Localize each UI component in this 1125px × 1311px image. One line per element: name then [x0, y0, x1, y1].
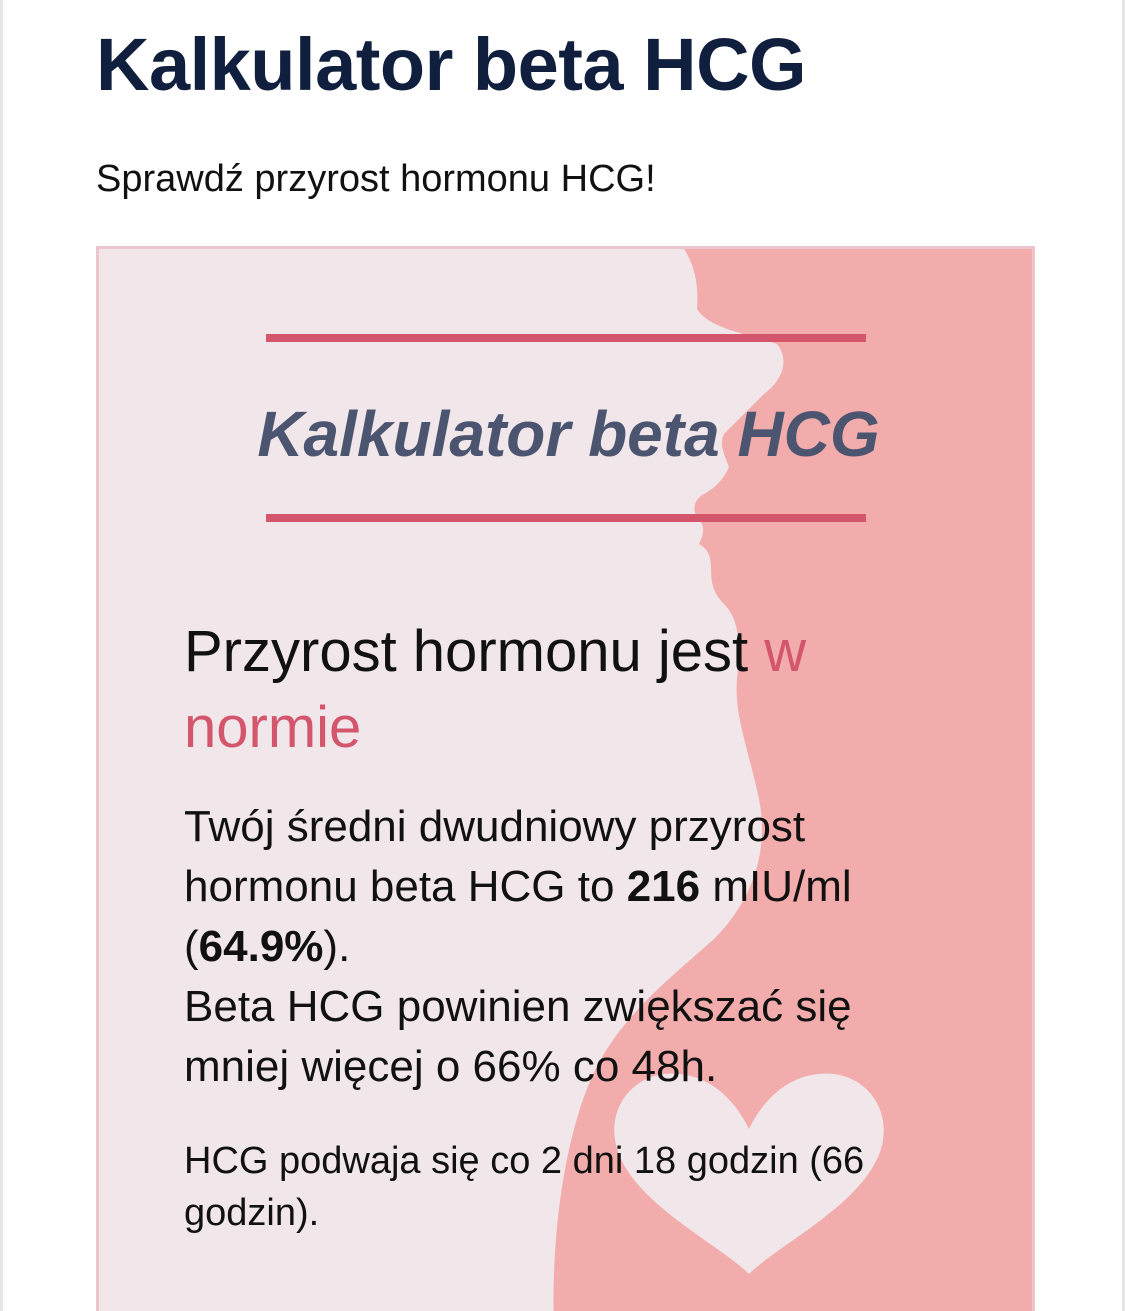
card-title: Kalkulator beta HCG [257, 398, 880, 470]
increase-value: 216 [626, 862, 701, 911]
title-divider-bottom [266, 514, 866, 522]
page-title: Kalkulator beta HCG [96, 23, 807, 106]
increase-unit: mIU/ml [712, 862, 852, 911]
result-heading-prefix: Przyrost hormonu jest [184, 619, 749, 684]
result-heading [184, 614, 924, 766]
title-divider-top [266, 334, 866, 342]
calculator-result-card [96, 246, 1035, 1311]
result-description: Twój średni dwudniowy przyrost hormonu beta HCG to 216 mIU/ml (64.9%). Beta HCG powinien zwiększać się mniej więcej o 66% co 48h. [184, 802, 852, 1091]
result-status: w normie [184, 619, 807, 760]
norm-sentence: Beta HCG powinien zwiększać się mniej więcej o 66% co 48h. [184, 982, 852, 1091]
doubling-time-text: HCG podwaja się co 2 dni 18 godzin (66 godzin). [184, 1140, 865, 1234]
page-subtitle: Sprawdź przyrost hormonu HCG! [96, 158, 656, 200]
increase-percent: 64.9% [198, 922, 324, 971]
result-sentence-start: Twój średni dwudniowy przyrost hormonu beta HCG to [184, 802, 806, 911]
